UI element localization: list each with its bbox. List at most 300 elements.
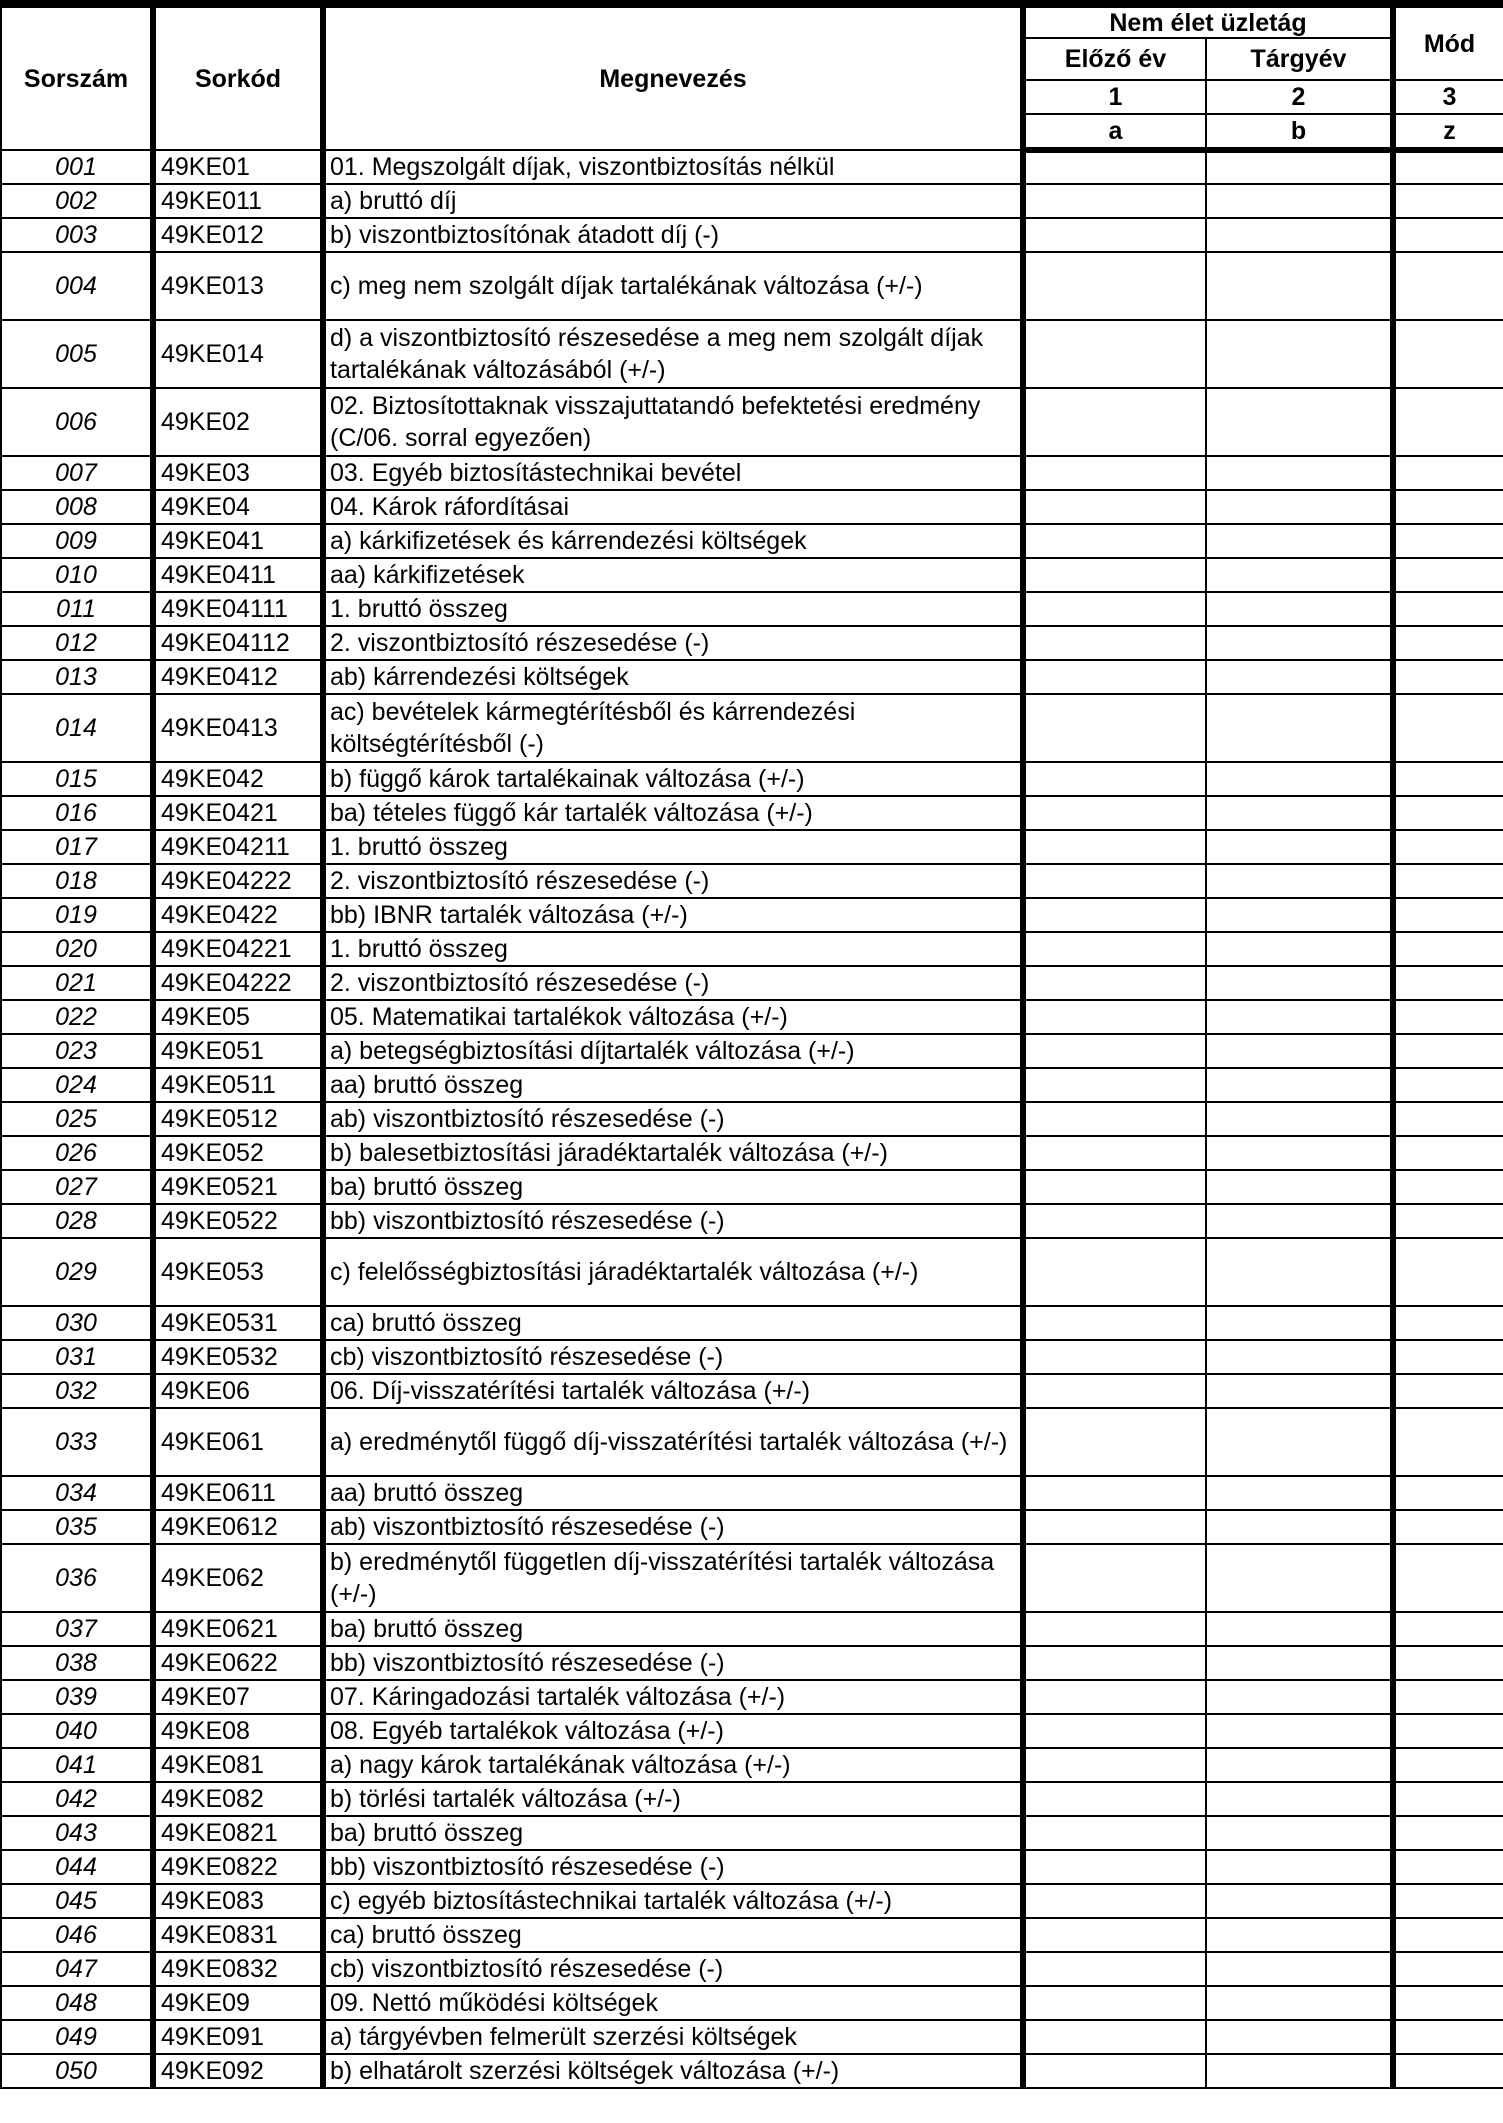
cell-targyev	[1206, 898, 1393, 932]
row-number: 001	[1, 150, 153, 184]
row-number: 022	[1, 1000, 153, 1034]
row-code: 49KE0522	[153, 1204, 323, 1238]
header-mod: Mód	[1393, 4, 1503, 80]
cell-targyev	[1206, 252, 1393, 320]
cell-mod	[1393, 1340, 1503, 1374]
table-row	[1, 660, 1503, 694]
row-code: 49KE092	[153, 2054, 323, 2088]
cell-mod	[1393, 1782, 1503, 1816]
row-name: 05. Matematikai tartalékok változása (+/-)	[323, 1000, 1023, 1034]
row-code: 49KE061	[153, 1408, 323, 1476]
cell-targyev	[1206, 1612, 1393, 1646]
cell-targyev	[1206, 796, 1393, 830]
row-name: 1. bruttó összeg	[323, 830, 1023, 864]
header-col2-letter: b	[1206, 114, 1393, 150]
cell-mod	[1393, 626, 1503, 660]
cell-elozo-ev	[1023, 966, 1206, 1000]
cell-mod	[1393, 1374, 1503, 1408]
cell-targyev	[1206, 1510, 1393, 1544]
row-code: 49KE042	[153, 762, 323, 796]
cell-targyev	[1206, 1306, 1393, 1340]
cell-mod	[1393, 694, 1503, 762]
cell-elozo-ev	[1023, 1340, 1206, 1374]
cell-elozo-ev	[1023, 898, 1206, 932]
cell-targyev	[1206, 592, 1393, 626]
row-code: 49KE0822	[153, 1850, 323, 1884]
cell-targyev	[1206, 1714, 1393, 1748]
cell-targyev	[1206, 1748, 1393, 1782]
cell-targyev	[1206, 864, 1393, 898]
row-number: 050	[1, 2054, 153, 2088]
cell-elozo-ev	[1023, 694, 1206, 762]
cell-elozo-ev	[1023, 524, 1206, 558]
cell-elozo-ev	[1023, 1952, 1206, 1986]
cell-elozo-ev	[1023, 558, 1206, 592]
row-name: b) balesetbiztosítási járadéktartalék változása (+/-)	[323, 1136, 1023, 1170]
header-megnevezes: Megnevezés	[323, 4, 1023, 150]
table-row	[1, 524, 1503, 558]
cell-elozo-ev	[1023, 864, 1206, 898]
cell-mod	[1393, 2054, 1503, 2088]
cell-targyev	[1206, 1374, 1393, 1408]
header-targyev: Tárgyév	[1206, 38, 1393, 80]
table-row	[1, 932, 1503, 966]
row-number: 027	[1, 1170, 153, 1204]
cell-elozo-ev	[1023, 830, 1206, 864]
table-row	[1, 1102, 1503, 1136]
row-name: 2. viszontbiztosító részesedése (-)	[323, 966, 1023, 1000]
row-number: 026	[1, 1136, 153, 1170]
row-name: a) eredménytől függő díj-visszatérítési tartalék változása (+/-)	[323, 1408, 1023, 1476]
table-row	[1, 1986, 1503, 2020]
cell-targyev	[1206, 694, 1393, 762]
table-row	[1, 1374, 1503, 1408]
row-name: ca) bruttó összeg	[323, 1306, 1023, 1340]
row-name: 03. Egyéb biztosítástechnikai bevétel	[323, 456, 1023, 490]
table-row	[1, 1884, 1503, 1918]
cell-mod	[1393, 1544, 1503, 1612]
cell-mod	[1393, 1884, 1503, 1918]
row-number: 023	[1, 1034, 153, 1068]
row-name: ba) tételes függő kár tartalék változása (+/-)	[323, 796, 1023, 830]
row-code: 49KE04221	[153, 932, 323, 966]
cell-elozo-ev	[1023, 218, 1206, 252]
row-code: 49KE083	[153, 1884, 323, 1918]
cell-elozo-ev	[1023, 1918, 1206, 1952]
cell-targyev	[1206, 1952, 1393, 1986]
cell-targyev	[1206, 1408, 1393, 1476]
row-name: 06. Díj-visszatérítési tartalék változása (+/-)	[323, 1374, 1023, 1408]
table-row	[1, 592, 1503, 626]
cell-elozo-ev	[1023, 796, 1206, 830]
cell-mod	[1393, 1000, 1503, 1034]
row-name: cb) viszontbiztosító részesedése (-)	[323, 1340, 1023, 1374]
cell-mod	[1393, 966, 1503, 1000]
row-number: 018	[1, 864, 153, 898]
cell-elozo-ev	[1023, 1476, 1206, 1510]
row-number: 009	[1, 524, 153, 558]
cell-mod	[1393, 1408, 1503, 1476]
row-number: 002	[1, 184, 153, 218]
cell-elozo-ev	[1023, 1510, 1206, 1544]
row-name: 2. viszontbiztosító részesedése (-)	[323, 864, 1023, 898]
row-number: 028	[1, 1204, 153, 1238]
table-row	[1, 1918, 1503, 1952]
table-row	[1, 830, 1503, 864]
cell-elozo-ev	[1023, 1748, 1206, 1782]
row-code: 49KE0421	[153, 796, 323, 830]
row-code: 49KE082	[153, 1782, 323, 1816]
row-code: 49KE0413	[153, 694, 323, 762]
row-code: 49KE04222	[153, 864, 323, 898]
header-col3-letter: z	[1393, 114, 1503, 150]
table-row	[1, 1680, 1503, 1714]
row-code: 49KE02	[153, 388, 323, 456]
table-row	[1, 1000, 1503, 1034]
row-name: ab) viszontbiztosító részesedése (-)	[323, 1510, 1023, 1544]
table-header	[1, 4, 1503, 150]
cell-elozo-ev	[1023, 1102, 1206, 1136]
row-code: 49KE0611	[153, 1476, 323, 1510]
header-col1-num: 1	[1023, 80, 1206, 114]
row-name: bb) viszontbiztosító részesedése (-)	[323, 1850, 1023, 1884]
row-number: 029	[1, 1238, 153, 1306]
row-code: 49KE0622	[153, 1646, 323, 1680]
row-number: 007	[1, 456, 153, 490]
row-name: c) egyéb biztosítástechnikai tartalék változása (+/-)	[323, 1884, 1023, 1918]
table-row	[1, 2054, 1503, 2088]
row-code: 49KE04222	[153, 966, 323, 1000]
row-code: 49KE0511	[153, 1068, 323, 1102]
row-code: 49KE0411	[153, 558, 323, 592]
table-row	[1, 1816, 1503, 1850]
cell-mod	[1393, 898, 1503, 932]
cell-elozo-ev	[1023, 184, 1206, 218]
cell-targyev	[1206, 2020, 1393, 2054]
cell-targyev	[1206, 456, 1393, 490]
table-body	[1, 150, 1503, 2088]
table-row	[1, 1340, 1503, 1374]
row-number: 012	[1, 626, 153, 660]
row-number: 025	[1, 1102, 153, 1136]
row-code: 49KE011	[153, 184, 323, 218]
table-row	[1, 1748, 1503, 1782]
table-row	[1, 1782, 1503, 1816]
table-row	[1, 2020, 1503, 2054]
cell-mod	[1393, 1170, 1503, 1204]
table-row	[1, 1714, 1503, 1748]
cell-targyev	[1206, 558, 1393, 592]
table-row	[1, 218, 1503, 252]
table-row	[1, 1408, 1503, 1476]
row-name: b) elhatárolt szerzési költségek változása (+/-)	[323, 2054, 1023, 2088]
row-code: 49KE0532	[153, 1340, 323, 1374]
row-code: 49KE04112	[153, 626, 323, 660]
row-name: b) függő károk tartalékainak változása (+/-)	[323, 762, 1023, 796]
row-name: aa) kárkifizetések	[323, 558, 1023, 592]
header-col1-letter: a	[1023, 114, 1206, 150]
cell-mod	[1393, 1850, 1503, 1884]
row-number: 032	[1, 1374, 153, 1408]
table-row	[1, 456, 1503, 490]
table-row	[1, 320, 1503, 388]
row-code: 49KE01	[153, 150, 323, 184]
table-row	[1, 626, 1503, 660]
table-row	[1, 490, 1503, 524]
cell-targyev	[1206, 1476, 1393, 1510]
cell-elozo-ev	[1023, 490, 1206, 524]
row-number: 045	[1, 1884, 153, 1918]
cell-mod	[1393, 1952, 1503, 1986]
cell-elozo-ev	[1023, 1850, 1206, 1884]
table-row	[1, 1646, 1503, 1680]
table-row	[1, 1850, 1503, 1884]
cell-targyev	[1206, 1204, 1393, 1238]
cell-targyev	[1206, 1238, 1393, 1306]
cell-elozo-ev	[1023, 150, 1206, 184]
row-number: 041	[1, 1748, 153, 1782]
table-row	[1, 694, 1503, 762]
cell-elozo-ev	[1023, 1068, 1206, 1102]
row-number: 042	[1, 1782, 153, 1816]
cell-mod	[1393, 1646, 1503, 1680]
row-name: a) kárkifizetések és kárrendezési költségek	[323, 524, 1023, 558]
row-code: 49KE0531	[153, 1306, 323, 1340]
cell-mod	[1393, 388, 1503, 456]
row-number: 033	[1, 1408, 153, 1476]
row-name: ca) bruttó összeg	[323, 1918, 1023, 1952]
row-code: 49KE08	[153, 1714, 323, 1748]
cell-elozo-ev	[1023, 1612, 1206, 1646]
table-row	[1, 762, 1503, 796]
cell-targyev	[1206, 1680, 1393, 1714]
header-col3-num: 3	[1393, 80, 1503, 114]
table-row	[1, 1544, 1503, 1612]
table-row	[1, 184, 1503, 218]
cell-mod	[1393, 830, 1503, 864]
table-row	[1, 1204, 1503, 1238]
row-number: 024	[1, 1068, 153, 1102]
row-code: 49KE041	[153, 524, 323, 558]
row-name: 2. viszontbiztosító részesedése (-)	[323, 626, 1023, 660]
cell-elozo-ev	[1023, 1646, 1206, 1680]
cell-elozo-ev	[1023, 1782, 1206, 1816]
cell-targyev	[1206, 1816, 1393, 1850]
row-number: 019	[1, 898, 153, 932]
cell-mod	[1393, 150, 1503, 184]
cell-mod	[1393, 558, 1503, 592]
row-name: cb) viszontbiztosító részesedése (-)	[323, 1952, 1023, 1986]
cell-elozo-ev	[1023, 932, 1206, 966]
table-row	[1, 1238, 1503, 1306]
cell-targyev	[1206, 524, 1393, 558]
row-code: 49KE0412	[153, 660, 323, 694]
row-number: 021	[1, 966, 153, 1000]
row-name: ac) bevételek kármegtérítésből és kárrendezési költségtérítésből (-)	[323, 694, 1023, 762]
cell-mod	[1393, 2020, 1503, 2054]
cell-elozo-ev	[1023, 1986, 1206, 2020]
row-code: 49KE04	[153, 490, 323, 524]
row-name: b) törlési tartalék változása (+/-)	[323, 1782, 1023, 1816]
header-elozo-ev: Előző év	[1023, 38, 1206, 80]
row-number: 008	[1, 490, 153, 524]
cell-elozo-ev	[1023, 456, 1206, 490]
cell-targyev	[1206, 1884, 1393, 1918]
cell-mod	[1393, 1714, 1503, 1748]
cell-targyev	[1206, 830, 1393, 864]
cell-elozo-ev	[1023, 252, 1206, 320]
row-number: 035	[1, 1510, 153, 1544]
row-code: 49KE0512	[153, 1102, 323, 1136]
cell-elozo-ev	[1023, 626, 1206, 660]
row-number: 044	[1, 1850, 153, 1884]
table-row	[1, 1612, 1503, 1646]
row-code: 49KE04211	[153, 830, 323, 864]
cell-targyev	[1206, 218, 1393, 252]
table-row	[1, 252, 1503, 320]
cell-mod	[1393, 1034, 1503, 1068]
cell-mod	[1393, 490, 1503, 524]
row-code: 49KE06	[153, 1374, 323, 1408]
cell-mod	[1393, 932, 1503, 966]
row-name: bb) IBNR tartalék változása (+/-)	[323, 898, 1023, 932]
row-name: a) bruttó díj	[323, 184, 1023, 218]
row-code: 49KE05	[153, 1000, 323, 1034]
cell-mod	[1393, 1204, 1503, 1238]
row-name: ba) bruttó összeg	[323, 1816, 1023, 1850]
cell-mod	[1393, 1918, 1503, 1952]
cell-mod	[1393, 1816, 1503, 1850]
cell-targyev	[1206, 762, 1393, 796]
header-nem-elet: Nem élet üzletág	[1023, 4, 1393, 38]
cell-targyev	[1206, 1340, 1393, 1374]
cell-mod	[1393, 1510, 1503, 1544]
row-name: 08. Egyéb tartalékok változása (+/-)	[323, 1714, 1023, 1748]
row-name: ba) bruttó összeg	[323, 1612, 1023, 1646]
cell-targyev	[1206, 1918, 1393, 1952]
row-code: 49KE03	[153, 456, 323, 490]
cell-targyev	[1206, 660, 1393, 694]
row-number: 046	[1, 1918, 153, 1952]
row-number: 003	[1, 218, 153, 252]
cell-mod	[1393, 184, 1503, 218]
row-name: a) tárgyévben felmerült szerzési költségek	[323, 2020, 1023, 2054]
row-number: 034	[1, 1476, 153, 1510]
row-number: 048	[1, 1986, 153, 2020]
cell-mod	[1393, 762, 1503, 796]
cell-mod	[1393, 1748, 1503, 1782]
row-name: ab) kárrendezési költségek	[323, 660, 1023, 694]
row-number: 005	[1, 320, 153, 388]
row-number: 017	[1, 830, 153, 864]
row-code: 49KE0832	[153, 1952, 323, 1986]
row-name: bb) viszontbiztosító részesedése (-)	[323, 1646, 1023, 1680]
row-number: 006	[1, 388, 153, 456]
row-name: aa) bruttó összeg	[323, 1068, 1023, 1102]
table-row	[1, 558, 1503, 592]
row-name: d) a viszontbiztosító részesedése a meg nem szolgált díjak tartalékának változásából (+/-)	[323, 320, 1023, 388]
row-number: 013	[1, 660, 153, 694]
table-row	[1, 1068, 1503, 1102]
row-name: aa) bruttó összeg	[323, 1476, 1023, 1510]
cell-mod	[1393, 456, 1503, 490]
cell-mod	[1393, 1238, 1503, 1306]
cell-targyev	[1206, 150, 1393, 184]
table-row	[1, 1510, 1503, 1544]
cell-elozo-ev	[1023, 1306, 1206, 1340]
table-row	[1, 864, 1503, 898]
cell-elozo-ev	[1023, 1884, 1206, 1918]
cell-mod	[1393, 320, 1503, 388]
table-row	[1, 150, 1503, 184]
row-number: 031	[1, 1340, 153, 1374]
row-name: c) meg nem szolgált díjak tartalékának változása (+/-)	[323, 252, 1023, 320]
row-code: 49KE04111	[153, 592, 323, 626]
row-number: 014	[1, 694, 153, 762]
cell-targyev	[1206, 2054, 1393, 2088]
row-code: 49KE09	[153, 1986, 323, 2020]
header-sorkod: Sorkód	[153, 4, 323, 150]
cell-elozo-ev	[1023, 1408, 1206, 1476]
row-number: 015	[1, 762, 153, 796]
cell-targyev	[1206, 1136, 1393, 1170]
row-code: 49KE081	[153, 1748, 323, 1782]
cell-targyev	[1206, 184, 1393, 218]
row-name: b) eredménytől független díj-visszatérítési tartalék változása (+/-)	[323, 1544, 1023, 1612]
table-row	[1, 1170, 1503, 1204]
row-code: 49KE0621	[153, 1612, 323, 1646]
row-name: 01. Megszolgált díjak, viszontbiztosítás nélkül	[323, 150, 1023, 184]
cell-elozo-ev	[1023, 1000, 1206, 1034]
cell-elozo-ev	[1023, 592, 1206, 626]
row-name: c) felelősségbiztosítási járadéktartalék változása (+/-)	[323, 1238, 1023, 1306]
cell-mod	[1393, 1136, 1503, 1170]
row-name: 04. Károk ráfordításai	[323, 490, 1023, 524]
table-row	[1, 966, 1503, 1000]
table-row	[1, 388, 1503, 456]
cell-targyev	[1206, 1986, 1393, 2020]
row-number: 010	[1, 558, 153, 592]
header-sorszam: Sorszám	[1, 4, 153, 150]
cell-targyev	[1206, 1850, 1393, 1884]
cell-mod	[1393, 1986, 1503, 2020]
cell-mod	[1393, 864, 1503, 898]
row-code: 49KE053	[153, 1238, 323, 1306]
cell-elozo-ev	[1023, 1238, 1206, 1306]
row-name: ba) bruttó összeg	[323, 1170, 1023, 1204]
row-code: 49KE0521	[153, 1170, 323, 1204]
row-code: 49KE062	[153, 1544, 323, 1612]
table-row	[1, 1476, 1503, 1510]
cell-elozo-ev	[1023, 660, 1206, 694]
cell-targyev	[1206, 490, 1393, 524]
cell-mod	[1393, 1068, 1503, 1102]
row-name: bb) viszontbiztosító részesedése (-)	[323, 1204, 1023, 1238]
cell-elozo-ev	[1023, 320, 1206, 388]
row-number: 037	[1, 1612, 153, 1646]
table-row	[1, 898, 1503, 932]
cell-targyev	[1206, 932, 1393, 966]
row-code: 49KE091	[153, 2020, 323, 2054]
row-code: 49KE014	[153, 320, 323, 388]
row-number: 043	[1, 1816, 153, 1850]
row-code: 49KE0612	[153, 1510, 323, 1544]
cell-mod	[1393, 592, 1503, 626]
row-name: a) betegségbiztosítási díjtartalék változása (+/-)	[323, 1034, 1023, 1068]
row-name: ab) viszontbiztosító részesedése (-)	[323, 1102, 1023, 1136]
row-name: 09. Nettó működési költségek	[323, 1986, 1023, 2020]
row-number: 004	[1, 252, 153, 320]
